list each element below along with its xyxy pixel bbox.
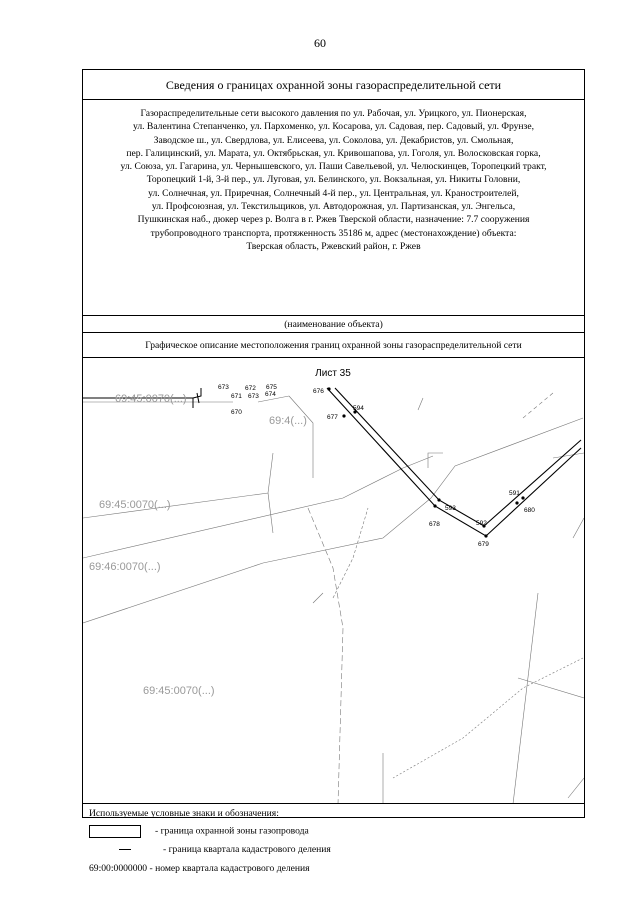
legend-quarter-boundary bbox=[89, 844, 331, 855]
point-label: 593 bbox=[445, 505, 456, 512]
point-label: 591 bbox=[509, 490, 520, 497]
point-label: 676 bbox=[313, 388, 324, 395]
quarter-labels bbox=[89, 393, 307, 697]
description-line: Пушкинская наб., дюкер через р. Волга в г. Ржев Тверской области, назначение: 7.7 сооружения bbox=[137, 214, 530, 226]
boundary-form bbox=[82, 69, 585, 874]
quarter-boundaries bbox=[83, 393, 584, 804]
vertex-591 bbox=[515, 501, 518, 504]
vertex-593 bbox=[437, 498, 440, 501]
vertex-679 bbox=[484, 534, 487, 537]
object-name-caption: (наименование объекта) bbox=[83, 316, 584, 333]
protection-zone-boundary bbox=[327, 388, 581, 536]
point-label: 679 bbox=[478, 541, 489, 548]
point-label: 677 bbox=[327, 414, 338, 421]
page-number: 60 bbox=[314, 36, 326, 50]
vertex-677 bbox=[342, 414, 345, 417]
map-drawing bbox=[83, 358, 584, 804]
description-line: Газораспределительные сети высокого давления по ул. Рабочая, ул. Урицкого, ул. Пионерская, bbox=[140, 108, 527, 119]
object-description bbox=[83, 100, 584, 316]
sheet-label: Лист 35 bbox=[315, 368, 351, 379]
description-line: пер. Галицинский, ул. Марата, ул. Октябрьская, ул. Кривошапова, ул. Гоголя, ул. Волосковская горка, bbox=[126, 147, 541, 159]
zone-boundary-symbol bbox=[89, 825, 141, 838]
point-label: 673 bbox=[218, 384, 229, 391]
legend-title: Используемые условные знаки и обозначения: bbox=[89, 808, 279, 819]
description-line: Тверская область, Ржевский район, г. Ржев bbox=[246, 240, 421, 252]
point-label: 670 bbox=[231, 409, 242, 416]
point-label: 675 bbox=[266, 384, 277, 391]
description-line: Торопецкий 1-й, 3-й пер., ул. Луговая, ул. Белинского, ул. Вокзальная, ул. Никиты Головни, bbox=[146, 174, 521, 186]
description-line: ул. Солнечная, ул. Приречная, Солнечный 4-й пер., ул. Центральная, ул. Краностроителей, bbox=[148, 187, 519, 199]
point-label: 673 bbox=[248, 393, 259, 400]
description-line: ул. Профсоюзная, ул. Текстильщиков, ул. Автодорожная, ул. Партизанская, ул. Энгельса, bbox=[151, 201, 516, 213]
graphic-caption: Графическое описание местоположения границ охранной зоны газораспределительной сети bbox=[83, 333, 584, 358]
legend-quarter-number bbox=[89, 863, 310, 874]
vertex-680 bbox=[521, 496, 524, 499]
point-label: 672 bbox=[245, 385, 256, 392]
legend-quarter-text: - граница квартала кадастрового деления bbox=[163, 844, 331, 855]
legend bbox=[83, 804, 584, 886]
point-label: 671 bbox=[231, 393, 242, 400]
point-label: 680 bbox=[524, 507, 535, 514]
description-line: ул. Валентина Степанченко, ул. Пархоменко, ул. Косарова, ул. Садовая, пер. Садовый, ул. Фрунзе, bbox=[132, 121, 535, 133]
description-line: Заводское ш., ул. Свердлова, ул. Елисеева, ул. Соколова, ул. Декабристов, ул. Смольная, bbox=[153, 134, 514, 146]
quarter-label: 69:4(...) bbox=[269, 415, 307, 427]
point-label: 592 bbox=[476, 520, 487, 527]
legend-zone-text: - граница охранной зоны газопровода bbox=[155, 825, 309, 837]
vertex-678 bbox=[433, 504, 436, 507]
form-title: Сведения о границах охранной зоны газораспределительной сети bbox=[83, 70, 584, 100]
description-line: трубопроводного транспорта, протяженность 35186 м, адрес (местонахождение) объекта: bbox=[150, 227, 517, 239]
quarter-label: 69:45:0070(...) bbox=[99, 499, 171, 511]
quarter-label: 69:45:0070(...) bbox=[143, 685, 215, 697]
point-label: 678 bbox=[429, 521, 440, 528]
quarter-label: 69:46:0070(...) bbox=[89, 561, 161, 573]
quarter-number-sample: 69:00:0000000 bbox=[89, 863, 148, 874]
quarter-boundary-symbol bbox=[119, 849, 131, 850]
quarter-label: 69:45:0070(...) bbox=[115, 393, 187, 405]
legend-zone-boundary bbox=[89, 825, 309, 838]
cadastral-map bbox=[83, 358, 584, 804]
point-label: 594 bbox=[353, 405, 364, 412]
description-line: ул. Союза, ул. Гагарина, ул. Чернышевского, ул. Паши Савельевой, ул. Челюскинцев, Торопецкий тракт, bbox=[120, 161, 547, 173]
legend-number-text: - номер квартала кадастрового деления bbox=[149, 863, 310, 874]
vertex-676 bbox=[327, 387, 330, 390]
point-label: 674 bbox=[265, 391, 276, 398]
